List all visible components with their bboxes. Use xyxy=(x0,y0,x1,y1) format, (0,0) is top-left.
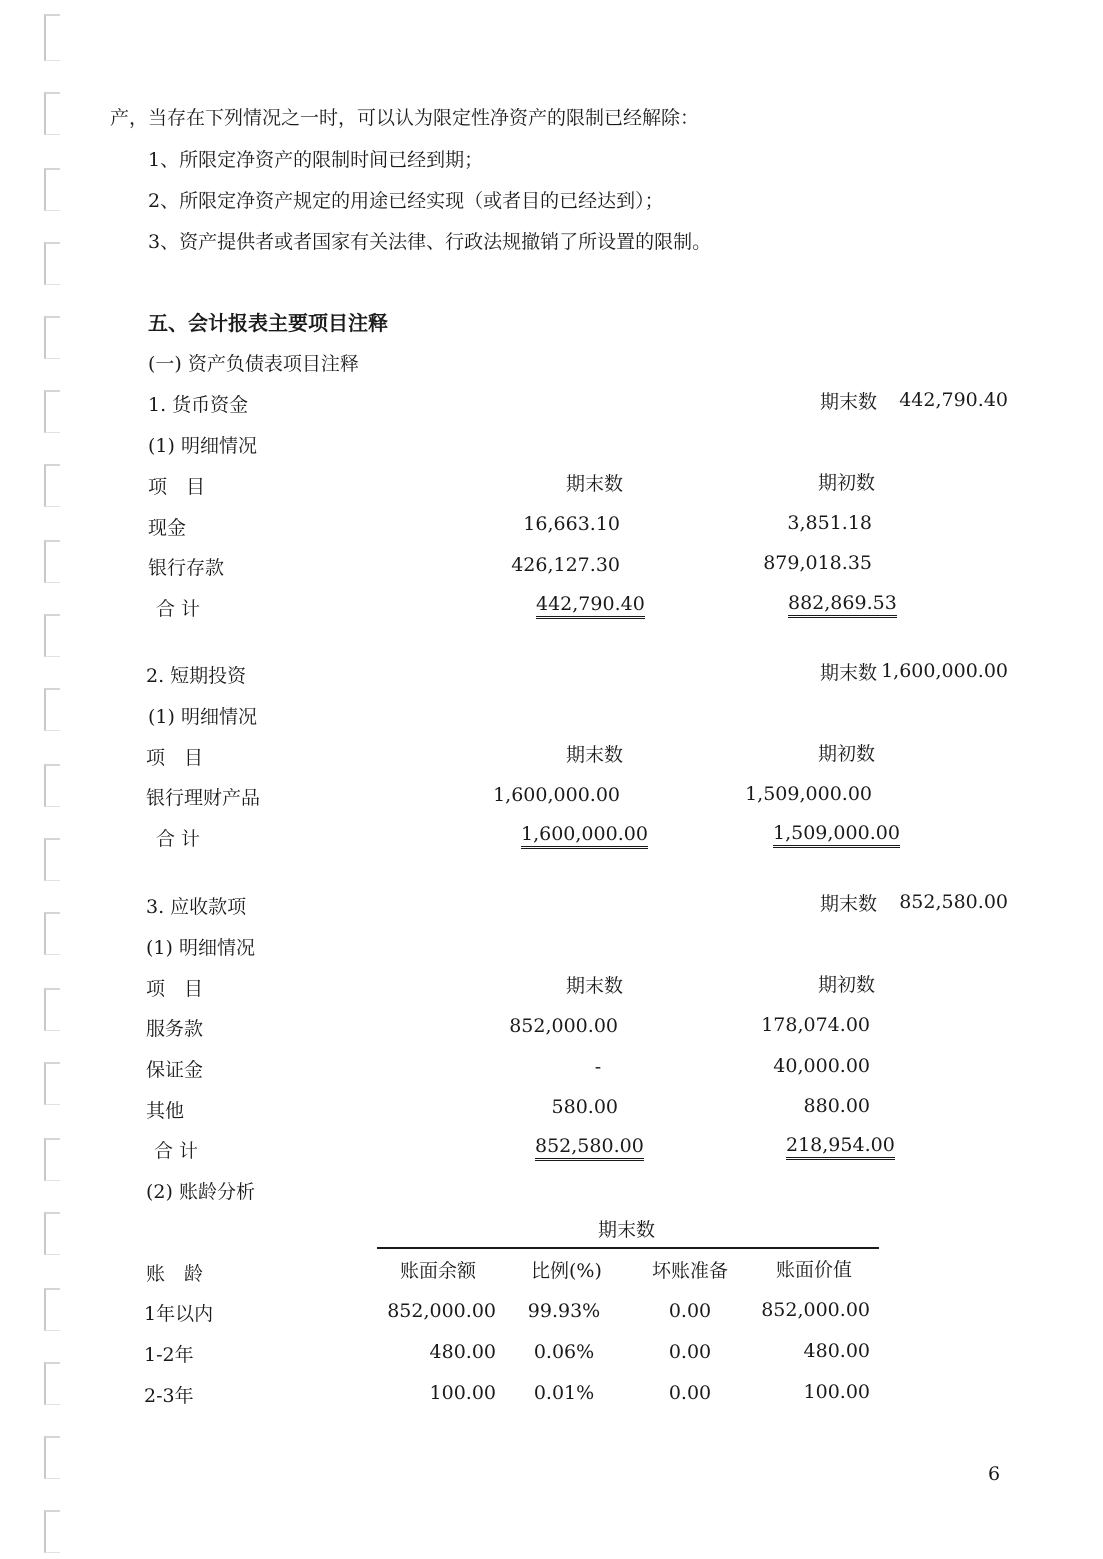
binding-mark xyxy=(44,688,60,731)
table-row-begin: 3,851.18 xyxy=(787,512,872,534)
binding-mark xyxy=(44,838,60,881)
s3-end-value: 852,580.00 xyxy=(899,891,1008,913)
aging-row-age: 2-3年 xyxy=(144,1385,194,1407)
aging-row-balance: 480.00 xyxy=(429,1341,496,1363)
table-row-name: 保证金 xyxy=(146,1059,204,1081)
aging-header-rule xyxy=(377,1247,879,1249)
aging-row-age: 1年以内 xyxy=(144,1303,214,1325)
table-row-end: 16,663.10 xyxy=(523,513,620,535)
s2-end-value: 1,600,000.00 xyxy=(881,660,1008,682)
table-row-name: 其他 xyxy=(146,1100,185,1122)
s1-end-value: 442,790.40 xyxy=(899,389,1008,411)
total-begin: 882,869.53 xyxy=(788,591,897,615)
s1-col-end: 期末数 xyxy=(566,473,624,495)
aging-col-age: 账 龄 xyxy=(146,1263,204,1285)
binding-mark xyxy=(44,988,60,1031)
binding-mark xyxy=(44,1212,60,1255)
total-label: 合 计 xyxy=(156,828,201,850)
aging-row-ratio: 0.06% xyxy=(533,1341,595,1363)
aging-col-ratio: 比例(%) xyxy=(531,1260,602,1282)
binding-mark xyxy=(44,242,60,285)
aging-col-provision: 坏账准备 xyxy=(652,1260,729,1282)
table-row-end: - xyxy=(594,1056,602,1078)
aging-row-ratio: 99.93% xyxy=(527,1300,601,1322)
table-row-end: 852,000.00 xyxy=(509,1015,618,1037)
s3-col-end: 期末数 xyxy=(566,975,624,997)
s3-col-begin: 期初数 xyxy=(818,974,876,996)
section-title: 五、会计报表主要项目注释 xyxy=(148,311,388,335)
s3-detail-heading: (1) 明细情况 xyxy=(146,937,255,959)
binding-mark xyxy=(44,1138,60,1181)
s2-col-item: 项 目 xyxy=(146,747,204,769)
table-row-begin: 880.00 xyxy=(803,1095,870,1117)
table-row-end: 426,127.30 xyxy=(511,554,620,576)
total-label: 合 计 xyxy=(154,1140,199,1162)
s1-detail-heading: (1) 明细情况 xyxy=(148,435,257,457)
aging-row-provision: 0.00 xyxy=(668,1341,712,1363)
s3-col-item: 项 目 xyxy=(146,978,204,1000)
binding-mark xyxy=(44,1436,60,1479)
aging-title: (2) 账龄分析 xyxy=(146,1181,255,1203)
aging-row-balance: 852,000.00 xyxy=(387,1300,496,1322)
binding-mark xyxy=(44,1510,60,1553)
binding-mark xyxy=(44,614,60,657)
aging-row-book: 480.00 xyxy=(803,1340,870,1362)
aging-col-book: 账面价值 xyxy=(776,1259,853,1281)
table-row-begin: 178,074.00 xyxy=(761,1014,870,1036)
total-begin: 1,509,000.00 xyxy=(773,821,900,845)
total-end: 442,790.40 xyxy=(536,592,645,616)
s2-col-end: 期末数 xyxy=(566,744,624,766)
table-row-name: 现金 xyxy=(148,517,187,539)
binding-mark xyxy=(44,390,60,433)
s3-title: 3. 应收款项 xyxy=(146,896,247,918)
total-end: 1,600,000.00 xyxy=(521,822,648,846)
aging-row-balance: 100.00 xyxy=(429,1382,496,1404)
s1-col-begin: 期初数 xyxy=(818,472,876,494)
s1-end-label: 期末数 xyxy=(820,391,878,413)
intro-item-1: 1、所限定净资产的限制时间已经到期； xyxy=(148,149,484,171)
table-row-end: 1,600,000.00 xyxy=(493,784,620,806)
binding-mark xyxy=(44,540,60,583)
binding-mark xyxy=(44,14,60,61)
s2-title: 2. 短期投资 xyxy=(146,665,247,687)
aging-col-balance: 账面余额 xyxy=(400,1260,477,1282)
table-row-begin: 879,018.35 xyxy=(763,552,872,574)
aging-group-header: 期末数 xyxy=(598,1219,656,1241)
aging-row-provision: 0.00 xyxy=(668,1382,712,1404)
aging-row-book: 100.00 xyxy=(803,1381,870,1403)
table-row-begin: 1,509,000.00 xyxy=(745,783,872,805)
table-row-end: 580.00 xyxy=(551,1096,618,1118)
s3-end-label: 期末数 xyxy=(820,893,878,915)
binding-mark xyxy=(44,168,60,211)
binding-mark xyxy=(44,464,60,507)
section-subtitle: (一) 资产负债表项目注释 xyxy=(148,353,359,375)
aging-row-provision: 0.00 xyxy=(668,1300,712,1322)
table-row-begin: 40,000.00 xyxy=(773,1055,870,1077)
total-end: 852,580.00 xyxy=(535,1134,644,1158)
s2-col-begin: 期初数 xyxy=(818,743,876,765)
binding-mark xyxy=(44,1062,60,1105)
binding-mark xyxy=(44,912,60,955)
binding-mark xyxy=(44,316,60,359)
s1-col-item: 项 目 xyxy=(148,476,206,498)
table-row-name: 服务款 xyxy=(146,1018,204,1040)
aging-row-age: 1-2年 xyxy=(144,1344,194,1366)
total-begin: 218,954.00 xyxy=(786,1133,895,1157)
page-number: 6 xyxy=(988,1463,1001,1485)
s1-title: 1. 货币资金 xyxy=(148,394,249,416)
aging-row-ratio: 0.01% xyxy=(533,1382,595,1404)
table-row-name: 银行理财产品 xyxy=(146,787,261,809)
s2-end-label: 期末数 xyxy=(820,662,878,684)
intro-line: 产，当存在下列情况之一时，可以认为限定性净资产的限制已经解除： xyxy=(110,107,700,129)
binding-mark xyxy=(44,1288,60,1331)
s2-detail-heading: (1) 明细情况 xyxy=(148,706,257,728)
binding-mark xyxy=(44,764,60,807)
aging-row-book: 852,000.00 xyxy=(761,1299,870,1321)
binding-mark xyxy=(44,92,60,135)
table-row-name: 银行存款 xyxy=(148,557,225,579)
intro-item-2: 2、所限定净资产规定的用途已经实现（或者目的已经达到）； xyxy=(148,190,664,212)
binding-mark xyxy=(44,1362,60,1405)
total-label: 合 计 xyxy=(156,598,201,620)
intro-item-3: 3、资产提供者或者国家有关法律、行政法规撤销了所设置的限制。 xyxy=(148,231,712,253)
